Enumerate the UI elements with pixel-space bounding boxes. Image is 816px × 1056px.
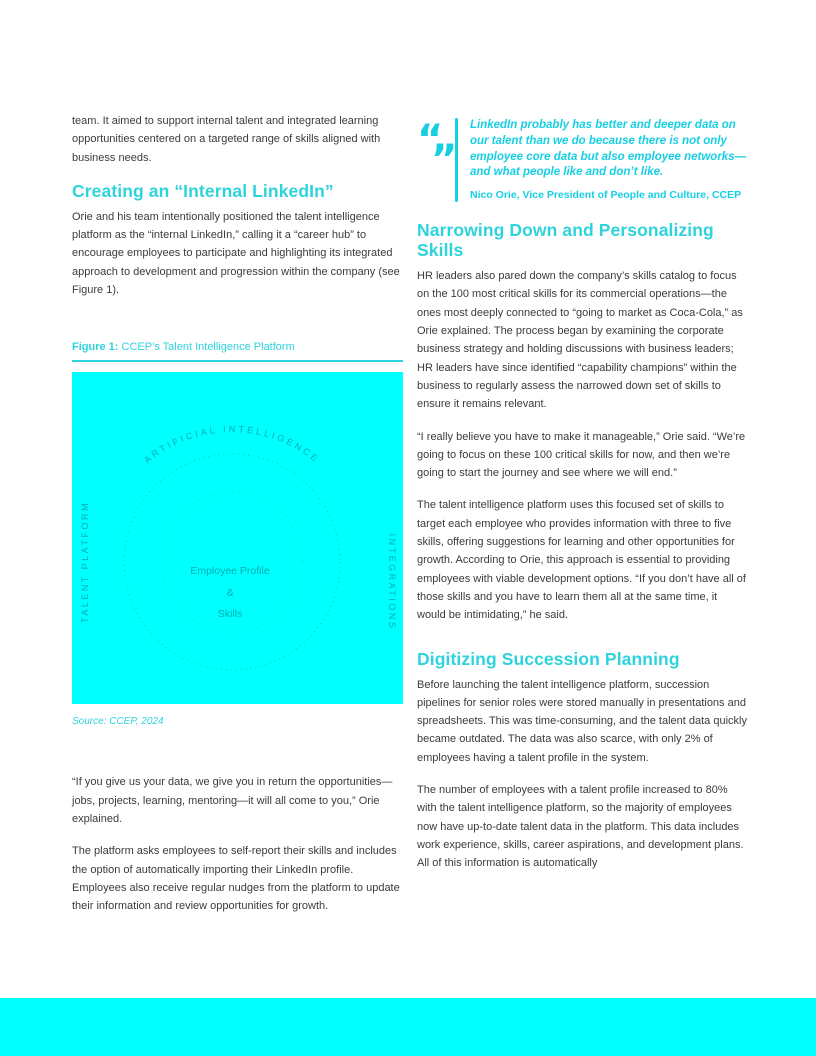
close-quote-glyph: ” (431, 137, 458, 183)
succession-paragraph-2: The number of employees with a talent profile increased to 80% with the talent intelligence platform, so the majority of employees now have up-to-date talent data in the platform. This data includes work experience, skills, career aspirations, and development plans. All of this information is automatically (417, 784, 744, 870)
right-column (417, 112, 748, 887)
figure-caption-text: CCEP’s Talent Intelligence Platform (118, 341, 295, 354)
figure-left-label: TALENT PLATFORM (80, 501, 90, 624)
orie-quote-paragraph: “If you give us your data, we give you in return the opportunities—jobs, projects, learning, mentoring—it will all come to you,” Orie explained. (72, 776, 393, 825)
figure-background (72, 372, 403, 704)
pull-quote-attribution: Nico Orie, Vice President of People and Culture, CCEP (470, 189, 742, 202)
section-heading-succession-planning: Digitizing Succession Planning (417, 648, 680, 669)
intro-paragraph: team. It aimed to support internal talent and integrated learning opportunities centered on a targeted range of skills aligned with business needs. (72, 115, 381, 164)
narrowing-paragraph-1: HR leaders also pared down the company’s skills catalog to focus on the 100 most critical skills for its commercial operations—the ones most deeply connected to “going to market as Coca-Cola,” as Orie explained. The process began by examining the corporate business strategy and holding discussions with business leaders; HR leaders have since identified “capability champions” within the business to regularly assess the narrowed down set of skills to ensure it remains relevant. (417, 270, 743, 411)
quote-content (470, 118, 748, 202)
figure-center-line3: Skills (217, 608, 243, 621)
narrowing-paragraph-2: “I really believe you have to make it manageable,” Orie said. “We’re going to focus on these 100 critical skills for now, and then we’re going to start the journey and see where we will end.” (417, 430, 746, 480)
caption-divider (72, 360, 403, 362)
figure-source: Source: CCEP, 2024 (72, 716, 164, 728)
succession-paragraph-1: Before launching the talent intelligence platform, succession pipelines for senior roles were stored manually in presentations and spreadsheets. This was time-consuming, and the talent data quickly became outdated. The data was also scarce, with only 2% of employees having a talent profile in the system. (417, 678, 747, 764)
footer-accent-bar (0, 998, 816, 1056)
section-heading-internal-linkedin: Creating an “Internal LinkedIn” (72, 180, 334, 201)
section-heading-narrowing-skills: Narrowing Down and Personalizing Skills (417, 220, 714, 261)
figure-arc-text: ARTIFICIAL INTELLIGENCE (142, 424, 322, 466)
left-column (72, 112, 403, 929)
figure-center-line2: & (226, 587, 234, 600)
platform-paragraph: The platform asks employees to self-report their skills and includes the option of automatically importing their LinkedIn profile. Employees also receive regular nudges from the platform to update their information and review opportunities for growth. (72, 845, 400, 913)
section1-paragraph: Orie and his team intentionally positioned the talent intelligence platform as the “internal LinkedIn,” calling it a “career hub” to encourage employees to participate and highlighting its integrated approach to development and progression within the company (see Figure 1). (72, 210, 400, 297)
pull-quote-text: LinkedIn probably has better and deeper data on our talent than we do because there is not only employee core data but also employee networks—and what people like and don’t like. (470, 119, 747, 179)
figure-caption-label: Figure 1: (72, 341, 119, 354)
open-quote-glyph: “ (417, 117, 444, 163)
figure-right-label: INTEGRATIONS (387, 533, 397, 631)
pull-quote-block (417, 118, 748, 202)
figure-talent-platform-diagram (72, 372, 403, 704)
narrowing-paragraph-3: The talent intelligence platform uses this focused set of skills to target each employee who provides information with three to five skills, offering suggestions for learning and other opportunities for growth. According to Orie, this approach is essential to providing employees with viable development options. “If you don’t have all of those skills and you have to learn them all at the same time, it would be intimidating,” he said. (417, 499, 746, 622)
quote-marks-icon (417, 117, 458, 183)
figure-center-line1: Employee Profile (190, 565, 270, 578)
figure-caption (72, 341, 403, 353)
